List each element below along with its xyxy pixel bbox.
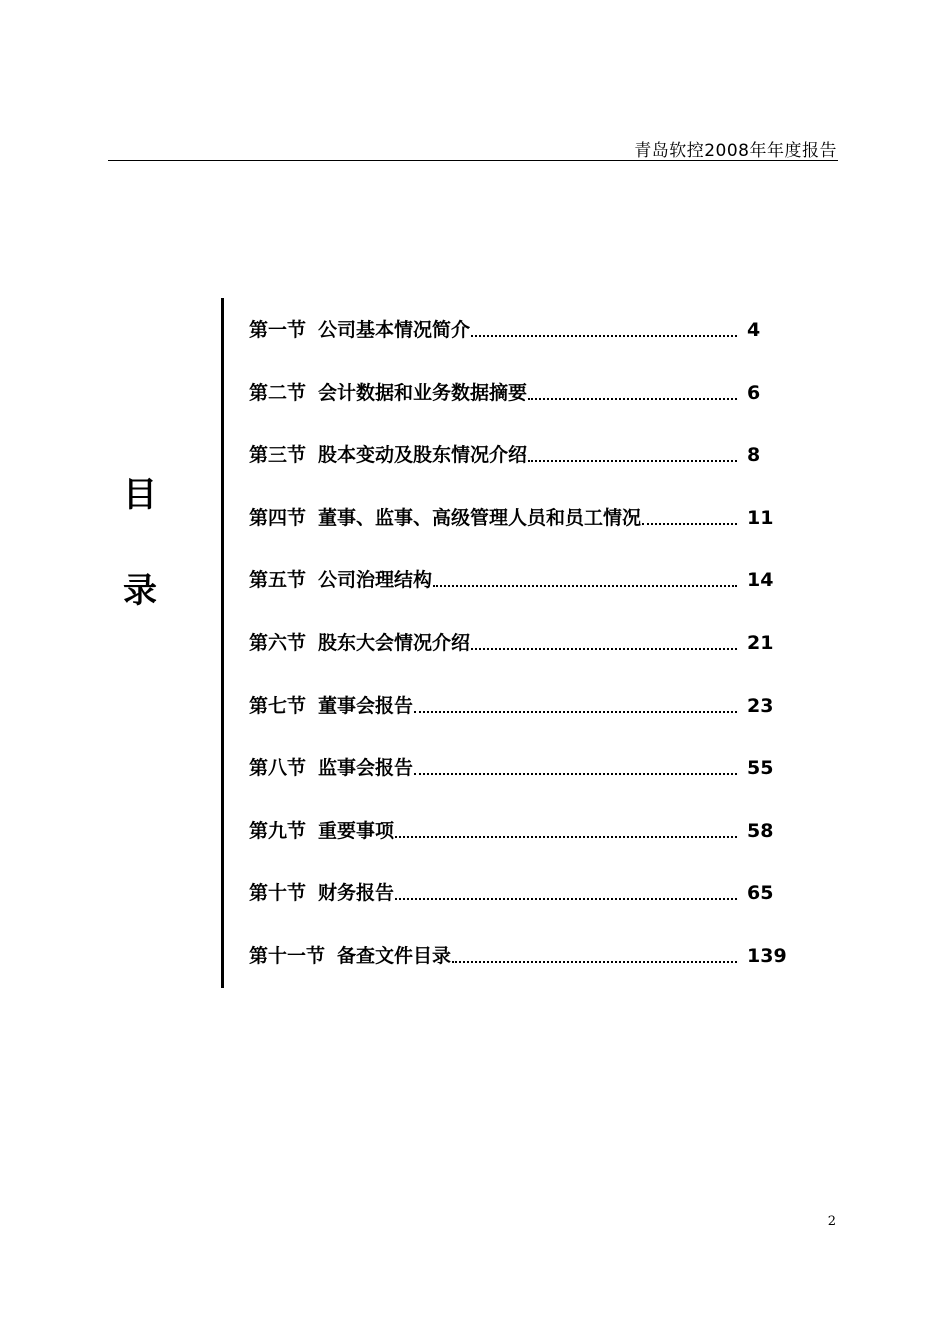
toc-dot-leader	[471, 622, 737, 650]
toc-entry[interactable]	[249, 693, 809, 756]
toc-section-number: 第一节	[249, 319, 307, 341]
toc-section-number: 第七节	[249, 694, 307, 717]
toc-section-number: 第二节	[249, 381, 307, 404]
toc-dot-leader	[414, 747, 737, 775]
toc-entry[interactable]	[249, 755, 809, 818]
header-divider	[108, 160, 838, 161]
toc-section-title: 董事、监事、高级管理人员和员工情况	[318, 506, 642, 529]
toc-dot-leader	[452, 935, 737, 963]
toc-section-title: 监事会报告	[318, 757, 414, 780]
toc-page-number: 4	[747, 319, 761, 341]
toc-dot-leader	[471, 309, 737, 337]
toc-page-number: 55	[747, 757, 774, 780]
toc-entry[interactable]	[249, 442, 809, 505]
report-header-title: 青岛软控2008年年度报告	[634, 141, 837, 161]
toc-page-number: 65	[747, 882, 774, 905]
toc-dot-leader	[414, 685, 737, 713]
toc-dot-leader	[433, 559, 737, 587]
toc-page-number: 58	[747, 819, 774, 842]
toc-entry[interactable]	[249, 567, 809, 630]
toc-heading	[123, 475, 163, 670]
toc-dot-leader	[395, 810, 737, 838]
toc-page-number: 23	[747, 694, 774, 717]
toc-page-number: 139	[747, 944, 787, 967]
toc-list	[249, 317, 809, 1006]
toc-page-number: 21	[747, 631, 774, 654]
toc-entry[interactable]	[249, 880, 809, 943]
toc-entry[interactable]	[249, 818, 809, 881]
toc-section-title: 备查文件目录	[337, 944, 452, 967]
toc-entry[interactable]	[249, 505, 809, 568]
toc-section-number: 第六节	[249, 631, 307, 654]
toc-section-title: 公司治理结构	[318, 569, 433, 592]
toc-dot-leader	[642, 497, 737, 525]
page-number: 2	[827, 1214, 836, 1229]
toc-section-number: 第九节	[249, 819, 307, 842]
toc-section-number: 第十节	[249, 882, 307, 905]
toc-section-title: 股东大会情况介绍	[318, 631, 471, 654]
toc-entry[interactable]	[249, 943, 809, 1006]
toc-section-number: 第十一节	[249, 944, 326, 967]
toc-dot-leader	[395, 872, 737, 900]
toc-dot-leader	[528, 434, 737, 462]
toc-heading-char-2: 录	[123, 571, 157, 611]
toc-section-title: 重要事项	[318, 819, 395, 842]
toc-section-number: 第五节	[249, 569, 307, 592]
toc-dot-leader	[528, 372, 737, 400]
toc-section-number: 第三节	[249, 444, 307, 467]
toc-page-number: 6	[747, 381, 761, 404]
toc-section-title: 董事会报告	[318, 694, 414, 717]
toc-page-number: 14	[747, 569, 774, 592]
toc-vertical-bar	[221, 298, 224, 988]
toc-heading-char-1: 目	[123, 475, 157, 515]
toc-entry[interactable]	[249, 380, 809, 443]
toc-section-title: 公司基本情况简介	[318, 319, 471, 341]
toc-page-number: 8	[747, 444, 761, 467]
toc-entry[interactable]	[249, 630, 809, 693]
toc-entry[interactable]	[249, 317, 809, 380]
toc-section-title: 财务报告	[318, 882, 395, 905]
toc-page-number: 11	[747, 506, 774, 529]
toc-section-number: 第四节	[249, 506, 307, 529]
toc-section-title: 股本变动及股东情况介绍	[318, 444, 528, 467]
toc-section-number: 第八节	[249, 757, 307, 780]
toc-section-title: 会计数据和业务数据摘要	[318, 381, 528, 404]
